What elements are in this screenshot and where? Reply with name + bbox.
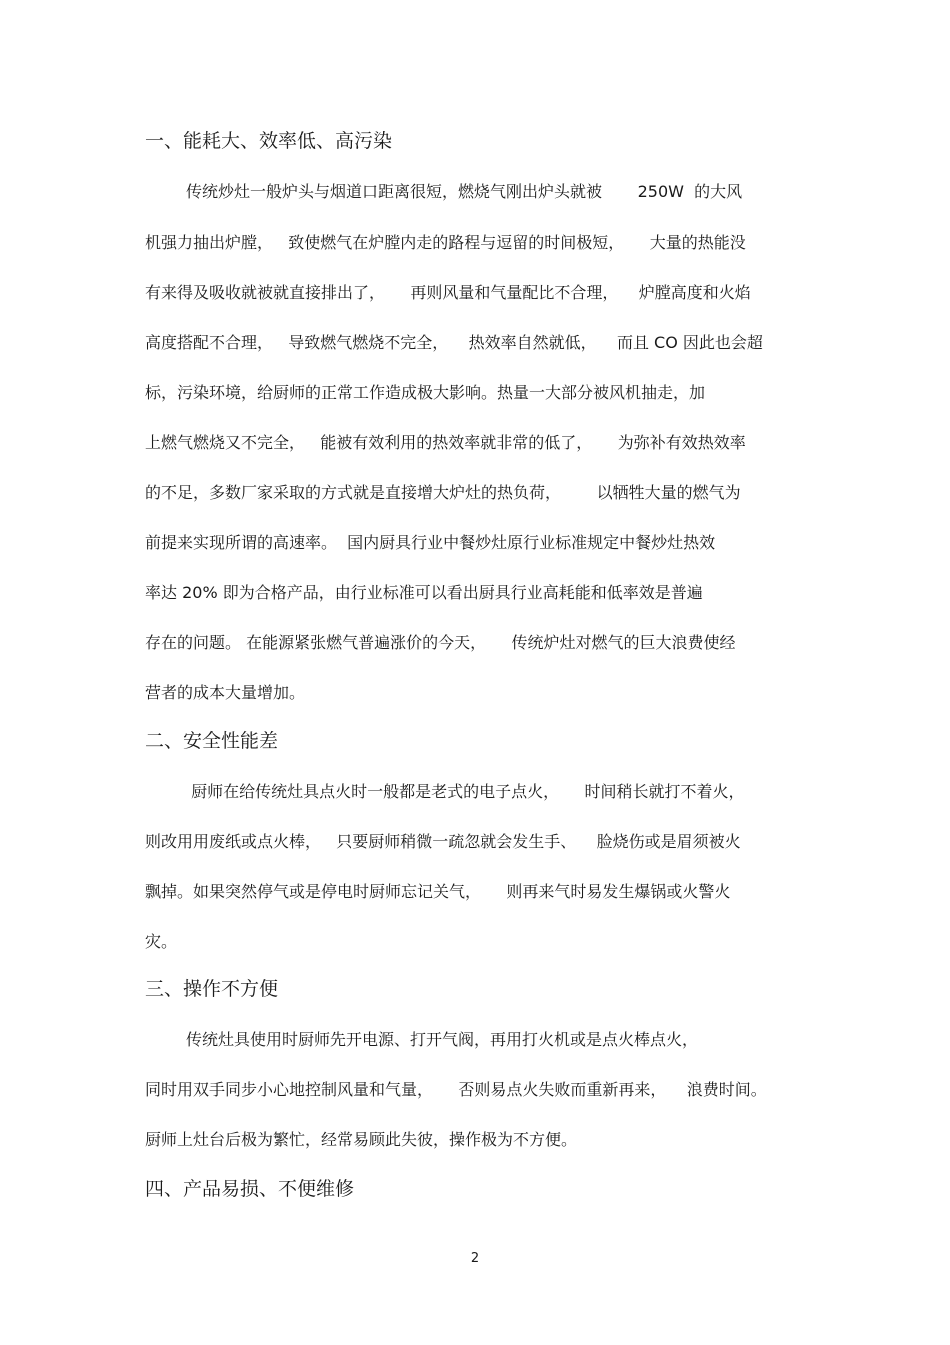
section-heading-3: 三、操作不方便 (145, 978, 279, 1000)
section-heading-2: 二、安全性能差 (145, 730, 279, 752)
paragraph-line: 厨师在给传统灶具点火时一般都是老式的电子点火， 时间稍长就打不着火， (186, 782, 745, 801)
paragraph-line: 存在的问题。 在能源紧张燃气普遍涨价的今天， 传统炉灶对燃气的巨大浪费使经 (145, 633, 736, 652)
paragraph-line: 上燃气燃烧又不完全， 能被有效利用的热效率就非常的低了， 为弥补有效热效率 (145, 433, 746, 452)
paragraph-line: 标，污染环境，给厨师的正常工作造成极大影响。热量一大部分被风机抽走，加 (145, 383, 706, 402)
paragraph-line: 前提来实现所谓的高速率。 国内厨具行业中餐炒灶原行业标准规定中餐炒灶热效 (145, 533, 716, 552)
paragraph-line: 率达 20% 即为合格产品，由行业标准可以看出厨具行业高耗能和低率效是普遍 (145, 583, 703, 602)
page-number: 2 (470, 1251, 480, 1266)
paragraph-line: 传统炒灶一般炉头与烟道口距离很短，燃烧气刚出炉头就被 250W 的大风 (186, 182, 743, 201)
paragraph-line: 机强力抽出炉膛， 致使燃气在炉膛内走的路程与逗留的时间极短， 大量的热能没 (145, 233, 746, 252)
paragraph-line: 有来得及吸收就被就直接排出了， 再则风量和气量配比不合理， 炉膛高度和火焰 (145, 283, 751, 302)
paragraph-line: 同时用双手同步小心地控制风量和气量， 否则易点火失败而重新再来， 浪费时间。 (145, 1080, 767, 1099)
paragraph-line: 的不足，多数厂家采取的方式就是直接增大炉灶的热负荷， 以牺牲大量的燃气为 (145, 483, 741, 502)
paragraph-line: 营者的成本大量增加。 (145, 683, 306, 702)
paragraph-line: 则改用用废纸或点火棒， 只要厨师稍微一疏忽就会发生手、 脸烧伤或是眉须被火 (145, 832, 741, 851)
paragraph-line: 传统灶具使用时厨师先开电源、打开气阀，再用打火机或是点火棒点火， (186, 1030, 699, 1049)
paragraph-line: 灾。 (145, 932, 178, 951)
paragraph-line: 厨师上灶台后极为繁忙，经常易顾此失彼，操作极为不方便。 (145, 1130, 578, 1149)
section-heading-1: 一、能耗大、效率低、高污染 (145, 130, 393, 152)
paragraph-line: 飘掉。如果突然停气或是停电时厨师忘记关气， 则再来气时易发生爆锅或火警火 (145, 882, 731, 901)
section-heading-4: 四、产品易损、不便维修 (145, 1178, 355, 1200)
paragraph-line: 高度搭配不合理， 导致燃气燃烧不完全， 热效率自然就低， 而且 CO 因此也会超 (145, 333, 763, 352)
